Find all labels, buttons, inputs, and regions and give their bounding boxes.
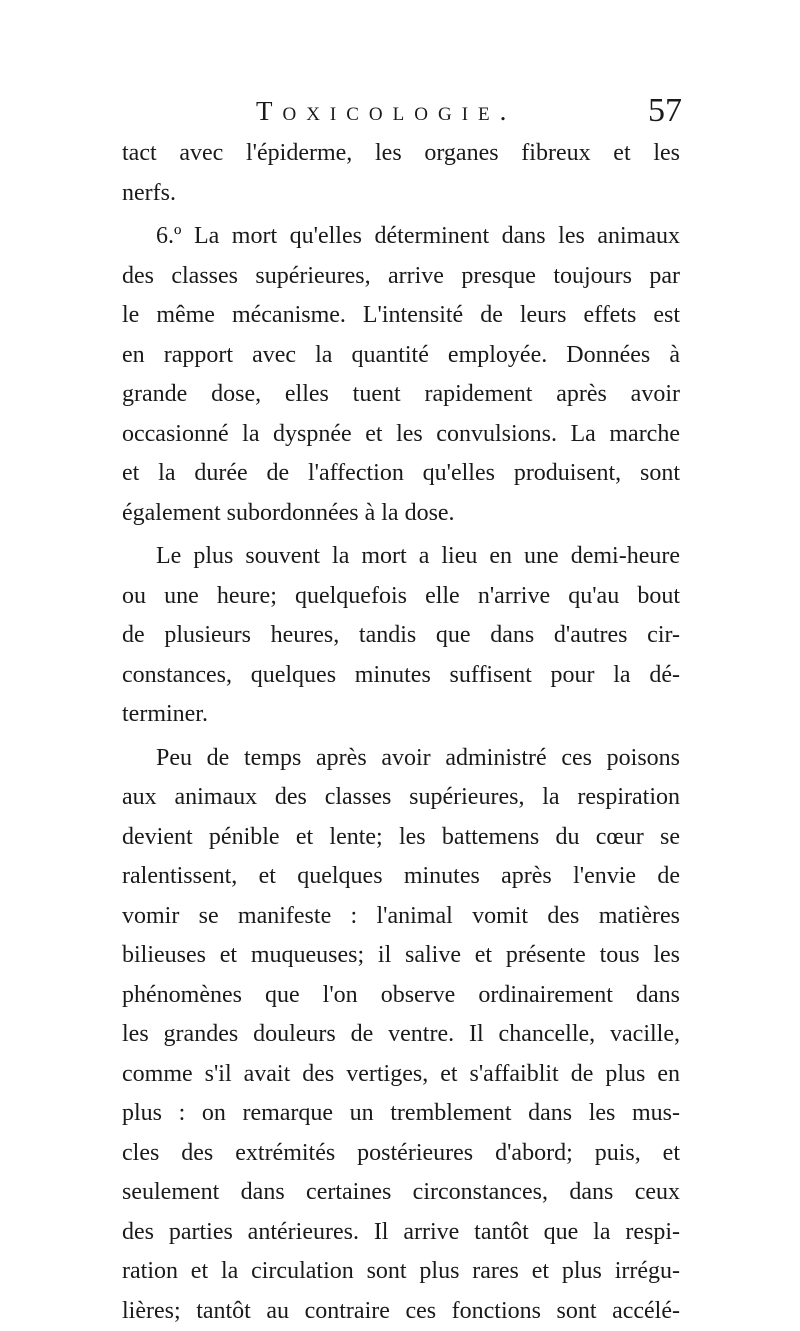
text-line: 6.º La mort qu'elles déterminent dans les animaux <box>122 217 680 257</box>
text-line: devient pénible et lente; les battemens du cœur se <box>122 818 680 858</box>
running-title: Toxicologie. <box>256 96 516 127</box>
paragraph <box>122 739 680 1331</box>
text-line: occasionné la dyspnée et les convulsions. La marche <box>122 415 680 455</box>
text-line: nerfs. <box>122 174 680 214</box>
page-number: 57 <box>648 92 682 130</box>
text-line: ou une heure; quelquefois elle n'arrive qu'au bout <box>122 577 680 617</box>
text-line: plus : on remarque un tremblement dans les mus- <box>122 1094 680 1134</box>
text-line: lières; tantôt au contraire ces fonctions sont accélé- <box>122 1292 680 1331</box>
text-line: et la durée de l'affection qu'elles produisent, sont <box>122 454 680 494</box>
text-line: aux animaux des classes supérieures, la respiration <box>122 778 680 818</box>
text-line: ralentissent, et quelques minutes après l'envie de <box>122 857 680 897</box>
text-line: Peu de temps après avoir administré ces poisons <box>122 739 680 779</box>
text-line: en rapport avec la quantité employée. Données à <box>122 336 680 376</box>
text-line: également subordonnées à la dose. <box>122 494 680 534</box>
text-line: des classes supérieures, arrive presque toujours par <box>122 257 680 297</box>
paragraph <box>122 537 680 735</box>
text-line: le même mécanisme. L'intensité de leurs effets est <box>122 296 680 336</box>
text-line: ration et la circulation sont plus rares et plus irrégu- <box>122 1252 680 1292</box>
text-body <box>122 134 680 1331</box>
text-line: bilieuses et muqueuses; il salive et présente tous les <box>122 936 680 976</box>
text-line: cles des extrémités postérieures d'abord; puis, et <box>122 1134 680 1174</box>
text-line: les grandes douleurs de ventre. Il chancelle, vacille, <box>122 1015 680 1055</box>
text-line: vomir se manifeste : l'animal vomit des matières <box>122 897 680 937</box>
paragraph <box>122 134 680 213</box>
text-line: phénomènes que l'on observe ordinairement dans <box>122 976 680 1016</box>
text-line: seulement dans certaines circonstances, dans ceux <box>122 1173 680 1213</box>
text-line: comme s'il avait des vertiges, et s'affaiblit de plus en <box>122 1055 680 1095</box>
text-line: tact avec l'épiderme, les organes fibreux et les <box>122 134 680 174</box>
text-line: grande dose, elles tuent rapidement après avoir <box>122 375 680 415</box>
text-line: constances, quelques minutes suffisent pour la dé- <box>122 656 680 696</box>
text-line: terminer. <box>122 695 680 735</box>
paragraph <box>122 217 680 533</box>
text-line: des parties antérieures. Il arrive tantôt que la respi- <box>122 1213 680 1253</box>
text-line: de plusieurs heures, tandis que dans d'autres cir- <box>122 616 680 656</box>
page-header <box>122 96 682 136</box>
text-line: Le plus souvent la mort a lieu en une demi-heure <box>122 537 680 577</box>
